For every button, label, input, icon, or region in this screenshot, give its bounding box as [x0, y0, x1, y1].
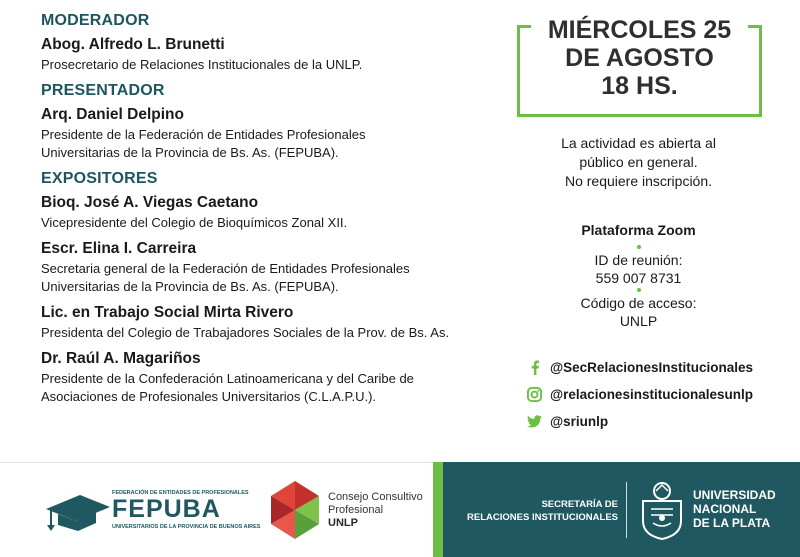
event-date-box	[517, 16, 762, 117]
event-time: 18 HS.	[601, 72, 678, 100]
consejo-consultivo-text	[328, 491, 423, 530]
instagram-link[interactable]	[527, 381, 753, 408]
zoom-platform-title: Plataforma Zoom	[581, 222, 696, 238]
footer-partner-logos	[0, 462, 433, 557]
unlp-line: UNIVERSIDAD	[693, 488, 776, 502]
presentador-heading: PRESENTADOR	[41, 82, 165, 99]
speaker-role: Presidente de la Federación de Entidades Profesionales	[41, 127, 366, 142]
secretaria-label	[463, 498, 618, 524]
speaker-role: Prosecretario de Relaciones Institucionales de la UNLP.	[41, 57, 363, 72]
access-info	[521, 134, 756, 191]
instagram-handle: @relacionesinstitucionalesunlp	[550, 387, 753, 402]
footer-unlp-panel	[443, 462, 800, 557]
facebook-handle: @SecRelacionesInstitucionales	[550, 360, 753, 375]
speaker-entry	[41, 304, 511, 342]
access-info-line: público en general.	[579, 154, 698, 170]
secretaria-line: SECRETARÍA DE	[541, 499, 618, 510]
speaker-entry	[41, 240, 511, 296]
graduation-cap-icon	[44, 489, 110, 533]
fepuba-top-text: FEDERACIÓN DE ENTIDADES DE PROFESIONALES	[112, 490, 249, 496]
speakers-column	[41, 12, 511, 414]
access-info-line: La actividad es abierta al	[561, 135, 716, 151]
unlp-line: NACIONAL	[693, 502, 757, 516]
fepuba-bottom-text: UNIVERSITARIOS DE LA PROVINCIA DE BUENOS AIRES	[112, 524, 261, 530]
consejo-consultivo-logo	[268, 477, 428, 543]
speaker-name: Dr. Raúl A. Magariños	[41, 350, 201, 367]
expositores-section	[41, 170, 511, 406]
presentador-section	[41, 82, 511, 162]
unlp-name	[693, 488, 776, 530]
twitter-icon	[527, 414, 542, 429]
speaker-role: Presidente de la Confederación Latinoamericana y del Caribe de	[41, 371, 414, 386]
facebook-link[interactable]	[527, 354, 753, 381]
unlp-seal-icon	[639, 479, 685, 541]
hexagon-logo-icon	[268, 479, 322, 541]
fepuba-name: FEPUBA	[112, 495, 221, 523]
speaker-name: Arq. Daniel Delpino	[41, 106, 184, 123]
speaker-name: Escr. Elina I. Carreira	[41, 240, 197, 257]
ccp-unlp: UNLP	[328, 517, 358, 529]
speaker-role-continued: Asociaciones de Profesionales Universitarios (C.L.A.P.U.).	[41, 389, 377, 404]
moderador-section	[41, 12, 511, 74]
social-links	[527, 354, 753, 435]
speaker-role-continued: Universitarias de la Provincia de Bs. As. (FEPUBA).	[41, 145, 339, 160]
event-date-day: MIÉRCOLES 25	[547, 16, 732, 44]
speaker-entry	[41, 350, 511, 406]
zoom-details	[521, 222, 756, 331]
event-date-month: DE AGOSTO	[565, 44, 714, 72]
ccp-line: Profesional	[328, 504, 384, 516]
access-code-value: UNLP	[619, 313, 658, 329]
access-code-label: Código de acceso:	[580, 295, 697, 311]
logos-footer	[0, 462, 800, 557]
moderador-heading: MODERADOR	[41, 12, 150, 29]
bullet-dot	[637, 288, 641, 292]
meeting-id-value: 559 007 8731	[595, 270, 682, 286]
ccp-line: Consejo Consultivo	[328, 491, 423, 503]
footer-divider	[626, 482, 627, 538]
speaker-entry	[41, 36, 511, 74]
bullet-dot	[637, 245, 641, 249]
speaker-name: Abog. Alfredo L. Brunetti	[41, 36, 225, 53]
speaker-role: Secretaria general de la Federación de Entidades Profesionales	[41, 261, 410, 276]
instagram-icon	[527, 387, 542, 402]
meeting-id-label: ID de reunión:	[594, 252, 683, 268]
speaker-entry	[41, 194, 511, 232]
speaker-role: Presidenta del Colegio de Trabajadores Sociales de la Prov. de Bs. As.	[41, 325, 450, 340]
speaker-name: Lic. en Trabajo Social Mirta Rivero	[41, 304, 294, 321]
speaker-entry	[41, 106, 511, 162]
twitter-link[interactable]	[527, 408, 753, 435]
secretaria-line: RELACIONES INSTITUCIONALES	[467, 512, 618, 523]
speaker-name: Bioq. José A. Viegas Caetano	[41, 194, 259, 211]
speaker-role: Vicepresidente del Colegio de Bioquímicos Zonal XII.	[41, 215, 348, 230]
facebook-icon	[527, 360, 542, 375]
footer-green-stripe	[433, 462, 443, 557]
expositores-heading: EXPOSITORES	[41, 170, 158, 187]
unlp-line: DE LA PLATA	[693, 516, 771, 530]
access-info-line: No requiere inscripción.	[564, 173, 713, 189]
fepuba-logo	[44, 485, 261, 535]
speaker-role-continued: Universitarias de la Provincia de Bs. As. (FEPUBA).	[41, 279, 339, 294]
twitter-handle: @sriunlp	[550, 414, 609, 429]
